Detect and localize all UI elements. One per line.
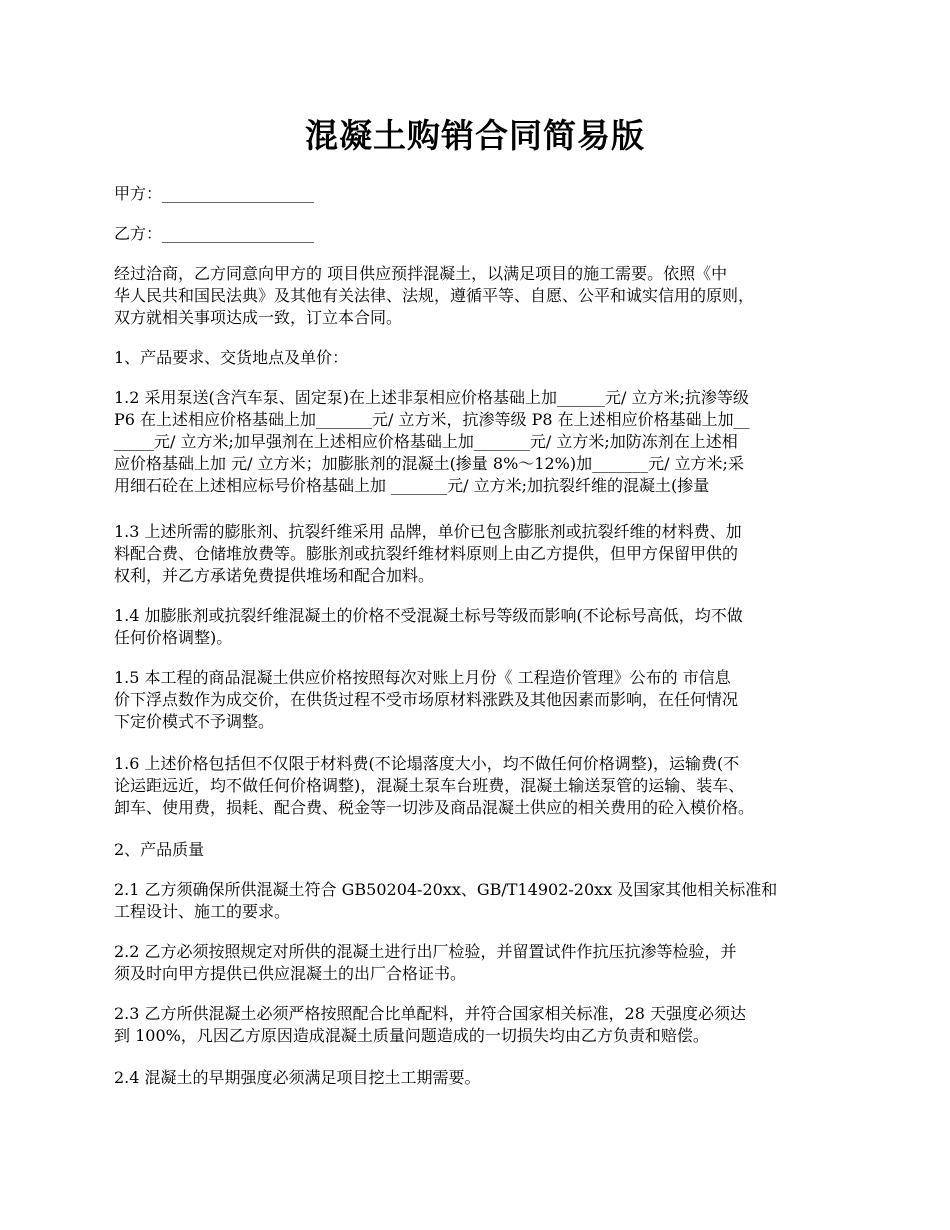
- text-line: 价下浮点数作为成交价，在供货过程不受市场原材料涨跌及其他因素而影响，在任何情况: [114, 690, 739, 709]
- clause-2-2: [114, 941, 854, 985]
- clause-2-1: [114, 879, 854, 923]
- clause-1-3: [114, 521, 854, 587]
- clause-1-2: [114, 387, 854, 497]
- text-line: 任何价格调整)。: [114, 628, 233, 647]
- text-line: 1.5 本工程的商品混凝土供应价格按照每次对账上月份《 工程造价管理》公布的 市信息: [114, 668, 731, 687]
- clause-1-4: [114, 605, 854, 649]
- text-line: 应价格基础上加 元/ 立方米；加膨胀剂的混凝土(掺量 8%～12%)加_______元/ 立方米;采: [114, 454, 744, 473]
- text-line: 1.6 上述价格包括但不仅限于材料费(不论塌落度大小，均不做任何价格调整)，运输费(不: [114, 754, 740, 773]
- text-line: 权利，并乙方承诺免费提供堆场和配合加料。: [114, 566, 435, 585]
- text-line: 论运距远近，均不做任何价格调整)，混凝土泵车台班费，混凝土输送泵管的运输、装车、: [114, 776, 745, 795]
- text-line: 须及时向甲方提供已供应混凝土的出厂合格证书。: [114, 964, 467, 983]
- text-line: 2.4 混凝土的早期强度必须满足项目挖土工期需要。: [114, 1068, 481, 1087]
- clause-1-5: [114, 667, 854, 733]
- party-a-line: 甲方：___________________: [114, 184, 315, 203]
- text-line: _____元/ 立方米;加早强剂在上述相应价格基础上加_______元/ 立方米;加防冻剂在上述相: [114, 432, 738, 451]
- text-line: 经过洽商，乙方同意向甲方的 项目供应预拌混凝土，以满足项目的施工需要。依照《中: [114, 264, 728, 283]
- section-2-heading: 2、产品质量: [114, 840, 205, 859]
- text-line: 1.3 上述所需的膨胀剂、抗裂纤维采用 品牌，单价已包含膨胀剂或抗裂纤维的材料费、加: [114, 522, 742, 541]
- document-title: 混凝土购销合同简易版: [305, 116, 645, 155]
- text-line: 1.4 加膨胀剂或抗裂纤维混凝土的价格不受混凝土标号等级而影响(不论标号高低，均不做: [114, 606, 743, 625]
- intro-paragraph: [114, 263, 854, 329]
- clause-1-6: [114, 753, 854, 819]
- text-line: 下定价模式不予调整。: [114, 712, 275, 731]
- text-line: 到 100%，凡因乙方原因造成混凝土质量问题造成的一切损失均由乙方负责和赔偿。: [114, 1026, 709, 1045]
- clause-2-4: [114, 1067, 854, 1089]
- clause-2-3: [114, 1003, 854, 1047]
- text-line: 工程设计、施工的要求。: [114, 902, 291, 921]
- text-line: 2.3 乙方所供混凝土必须严格按照配合比单配料，并符合国家相关标准，28 天强度必须达: [114, 1004, 746, 1023]
- text-line: 料配合费、仓储堆放费等。膨胀剂或抗裂纤维材料原则上由乙方提供，但甲方保留甲供的: [114, 544, 739, 563]
- text-line: 2.2 乙方必须按照规定对所供的混凝土进行出厂检验，并留置试件作抗压抗渗等检验，并: [114, 942, 737, 961]
- party-b-line: 乙方：___________________: [114, 224, 315, 243]
- text-line: 2.1 乙方须确保所供混凝土符合 GB50204-20xx、GB/T14902-20xx 及国家其他相关标准和: [114, 880, 778, 899]
- text-line: P6 在上述相应价格基础上加_______元/ 立方米，抗渗等级 P8 在上述相应价格基础上加__: [114, 410, 750, 429]
- section-1-heading: 1、产品要求、交货地点及单价：: [114, 348, 349, 367]
- text-line: 双方就相关事项达成一致，订立本合同。: [114, 308, 403, 327]
- text-line: 1.2 采用泵送(含汽车泵、固定泵)在上述非泵相应价格基础上加______元/ 立方米;抗渗等级: [114, 388, 749, 407]
- text-line: 卸车、使用费，损耗、配合费、税金等一切涉及商品混凝土供应的相关费用的砼入模价格。: [114, 798, 755, 817]
- text-line: 用细石砼在上述相应标号价格基础上加 _______元/ 立方米;加抗裂纤维的混凝土(掺量: [114, 476, 710, 495]
- text-line: 华人民共和国民法典》及其他有关法律、法规，遵循平等、自愿、公平和诚实信用的原则，: [114, 286, 755, 305]
